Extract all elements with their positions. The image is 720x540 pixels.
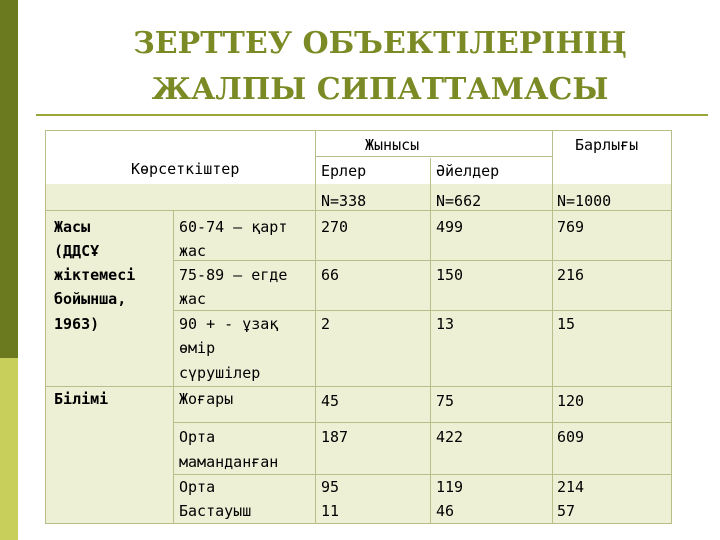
slide-title-line-1: ЗЕРТТЕУ ОБЪЕКТІЛЕРІНІҢ: [133, 26, 627, 61]
value-men: 45: [321, 392, 340, 410]
row-label-line: 90 + - ұзақ: [179, 315, 279, 333]
header-total: Барлығы: [575, 136, 639, 154]
study-characteristics-table: [45, 130, 672, 524]
row-label-line: 75-89 – егде: [179, 266, 288, 284]
count-men: N=338: [321, 192, 367, 210]
value-women: 46: [436, 502, 455, 520]
table-divider: [173, 310, 672, 311]
title-underline: [36, 114, 708, 116]
value-total: 769: [557, 218, 585, 236]
value-total: 214: [557, 478, 585, 496]
value-total: 57: [557, 502, 576, 520]
group-age-line-4: бойынша,: [54, 290, 127, 308]
value-total: 120: [557, 392, 585, 410]
row-label-line: өмір: [179, 339, 216, 357]
value-men: 66: [321, 266, 340, 284]
value-women: 75: [436, 392, 455, 410]
table-divider: [552, 130, 553, 524]
table-divider: [173, 422, 672, 423]
table-border-bottom: [45, 523, 672, 524]
group-age-line-2: (ДДСҰ: [54, 242, 100, 260]
header-indicators: Көрсеткіштер: [131, 160, 240, 178]
row-label-line: жас: [179, 242, 207, 260]
value-men: 11: [321, 502, 340, 520]
row-label-line: Орта: [179, 428, 216, 446]
row-label-line: маманданған: [179, 453, 279, 471]
table-divider: [173, 260, 672, 261]
row-label-line: сүрушілер: [179, 364, 261, 382]
slide-title-line-2: ЖАЛПЫ СИПАТТАМАСЫ: [151, 72, 609, 107]
header-gender: Жынысы: [365, 136, 420, 154]
value-women: 150: [436, 266, 464, 284]
table-border-right: [671, 130, 672, 524]
row-label-line: Бастауыш: [179, 502, 252, 520]
count-total: N=1000: [557, 192, 612, 210]
table-divider: [45, 210, 672, 211]
table-divider: [430, 158, 431, 524]
group-age-line-5: 1963): [54, 315, 100, 333]
value-total: 216: [557, 266, 585, 284]
table-divider: [173, 474, 672, 475]
accent-bar-light: [0, 358, 18, 540]
group-age-line-1: Жасы: [54, 218, 91, 236]
table-border-top: [45, 130, 672, 131]
table-divider: [315, 156, 552, 157]
row-label-line: 60-74 – қарт: [179, 218, 288, 236]
table-border-left: [45, 130, 46, 524]
value-women: 499: [436, 218, 464, 236]
row-label-line: Жоғары: [179, 390, 234, 408]
accent-bar-dark: [0, 0, 18, 358]
value-women: 119: [436, 478, 464, 496]
row-label-line: жас: [179, 290, 207, 308]
value-men: 187: [321, 428, 349, 446]
value-men: 270: [321, 218, 349, 236]
value-total: 15: [557, 315, 576, 333]
group-education: Білімі: [54, 390, 109, 408]
value-men: 2: [321, 315, 331, 333]
value-total: 609: [557, 428, 585, 446]
table-divider: [173, 210, 174, 524]
table-divider: [45, 386, 672, 387]
header-women: Әйелдер: [436, 162, 500, 180]
header-men: Ерлер: [321, 162, 367, 180]
value-women: 13: [436, 315, 455, 333]
group-age-line-3: жіктемесі: [54, 266, 136, 284]
value-women: 422: [436, 428, 464, 446]
count-women: N=662: [436, 192, 482, 210]
table-divider: [315, 130, 316, 524]
value-men: 95: [321, 478, 340, 496]
row-label-line: Орта: [179, 478, 216, 496]
